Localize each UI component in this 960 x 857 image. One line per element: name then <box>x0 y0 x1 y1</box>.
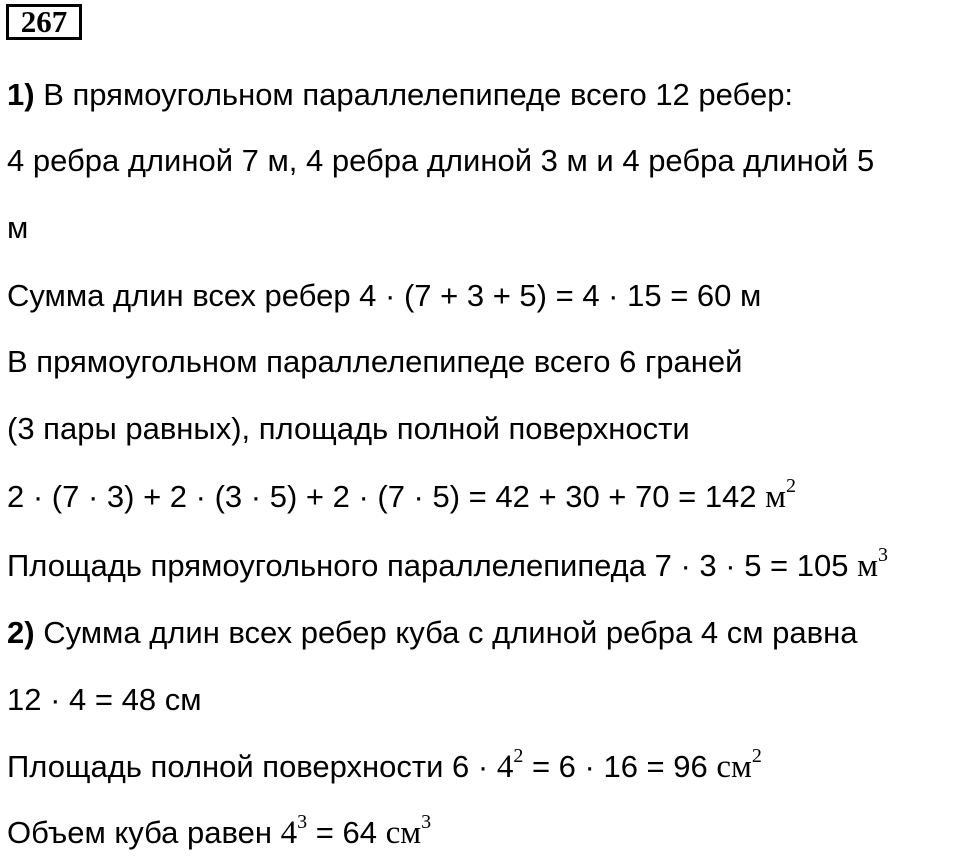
part1-line8 <box>7 543 888 586</box>
part2-marker: 2) <box>7 615 35 650</box>
part1-line8-exponent: 3 <box>877 543 888 566</box>
part1-line6: (3 пары равных), площадь полной поверхности <box>7 411 690 446</box>
part2-line3-base: 4 <box>496 749 514 785</box>
part2-line4-base: 4 <box>280 815 298 851</box>
part2-line3 <box>7 744 762 787</box>
part2-line4-unit: см <box>385 815 422 851</box>
part1-line3: м <box>7 210 29 245</box>
part1-line2: 4 ребра длиной 7 м, 4 ребра длиной 3 м и 4 ребра длиной 5 <box>7 143 875 178</box>
part1-line7-exponent: 2 <box>786 474 797 497</box>
part1-line1 <box>7 75 793 115</box>
part2-line4-unit-exponent: 3 <box>421 810 432 833</box>
part1-line4: Сумма длин всех ребер 4 · (7 + 3 + 5) = 4 · 15 = 60 м <box>7 278 762 313</box>
part2-line4 <box>7 810 432 853</box>
part1-line7-text: 2 · (7 · 3) + 2 · (3 · 5) + 2 · (7 · 5) = 42 + 30 + 70 = 142 <box>7 479 766 514</box>
part2-line4-base-exponent: 3 <box>297 810 308 833</box>
part1-line8-text: Площадь прямоугольного параллелепипеда 7 · 3 · 5 = 105 <box>7 548 858 583</box>
part2-line4-text-a: Объем куба равен <box>7 815 281 850</box>
part2-line3-unit: см <box>716 749 752 785</box>
task-number-box: 267 <box>6 4 82 40</box>
part1-line7-unit: м <box>765 479 787 515</box>
part1-line5: В прямоугольном параллелепипеде всего 6 граней <box>7 344 743 379</box>
part2-line1 <box>7 613 858 653</box>
part1-line7 <box>7 474 797 517</box>
part2-line3-unit-exponent: 2 <box>751 744 762 767</box>
part2-line2: 12 · 4 = 48 см <box>7 682 202 717</box>
part1-marker: 1) <box>7 77 35 112</box>
part2-line1-text: Сумма длин всех ребер куба с длиной ребра 4 см равна <box>34 615 858 650</box>
part2-line3-text-a: Площадь полной поверхности 6 · <box>7 749 497 784</box>
part2-line4-text-b: = 64 <box>307 815 386 850</box>
part2-line3-text-b: = 6 · 16 = 96 <box>523 749 717 784</box>
part2-line3-base-exponent: 2 <box>513 744 524 767</box>
part1-line1-text: В прямоугольном параллелепипеде всего 12 ребер: <box>34 77 794 112</box>
part1-line8-unit: м <box>857 548 878 584</box>
